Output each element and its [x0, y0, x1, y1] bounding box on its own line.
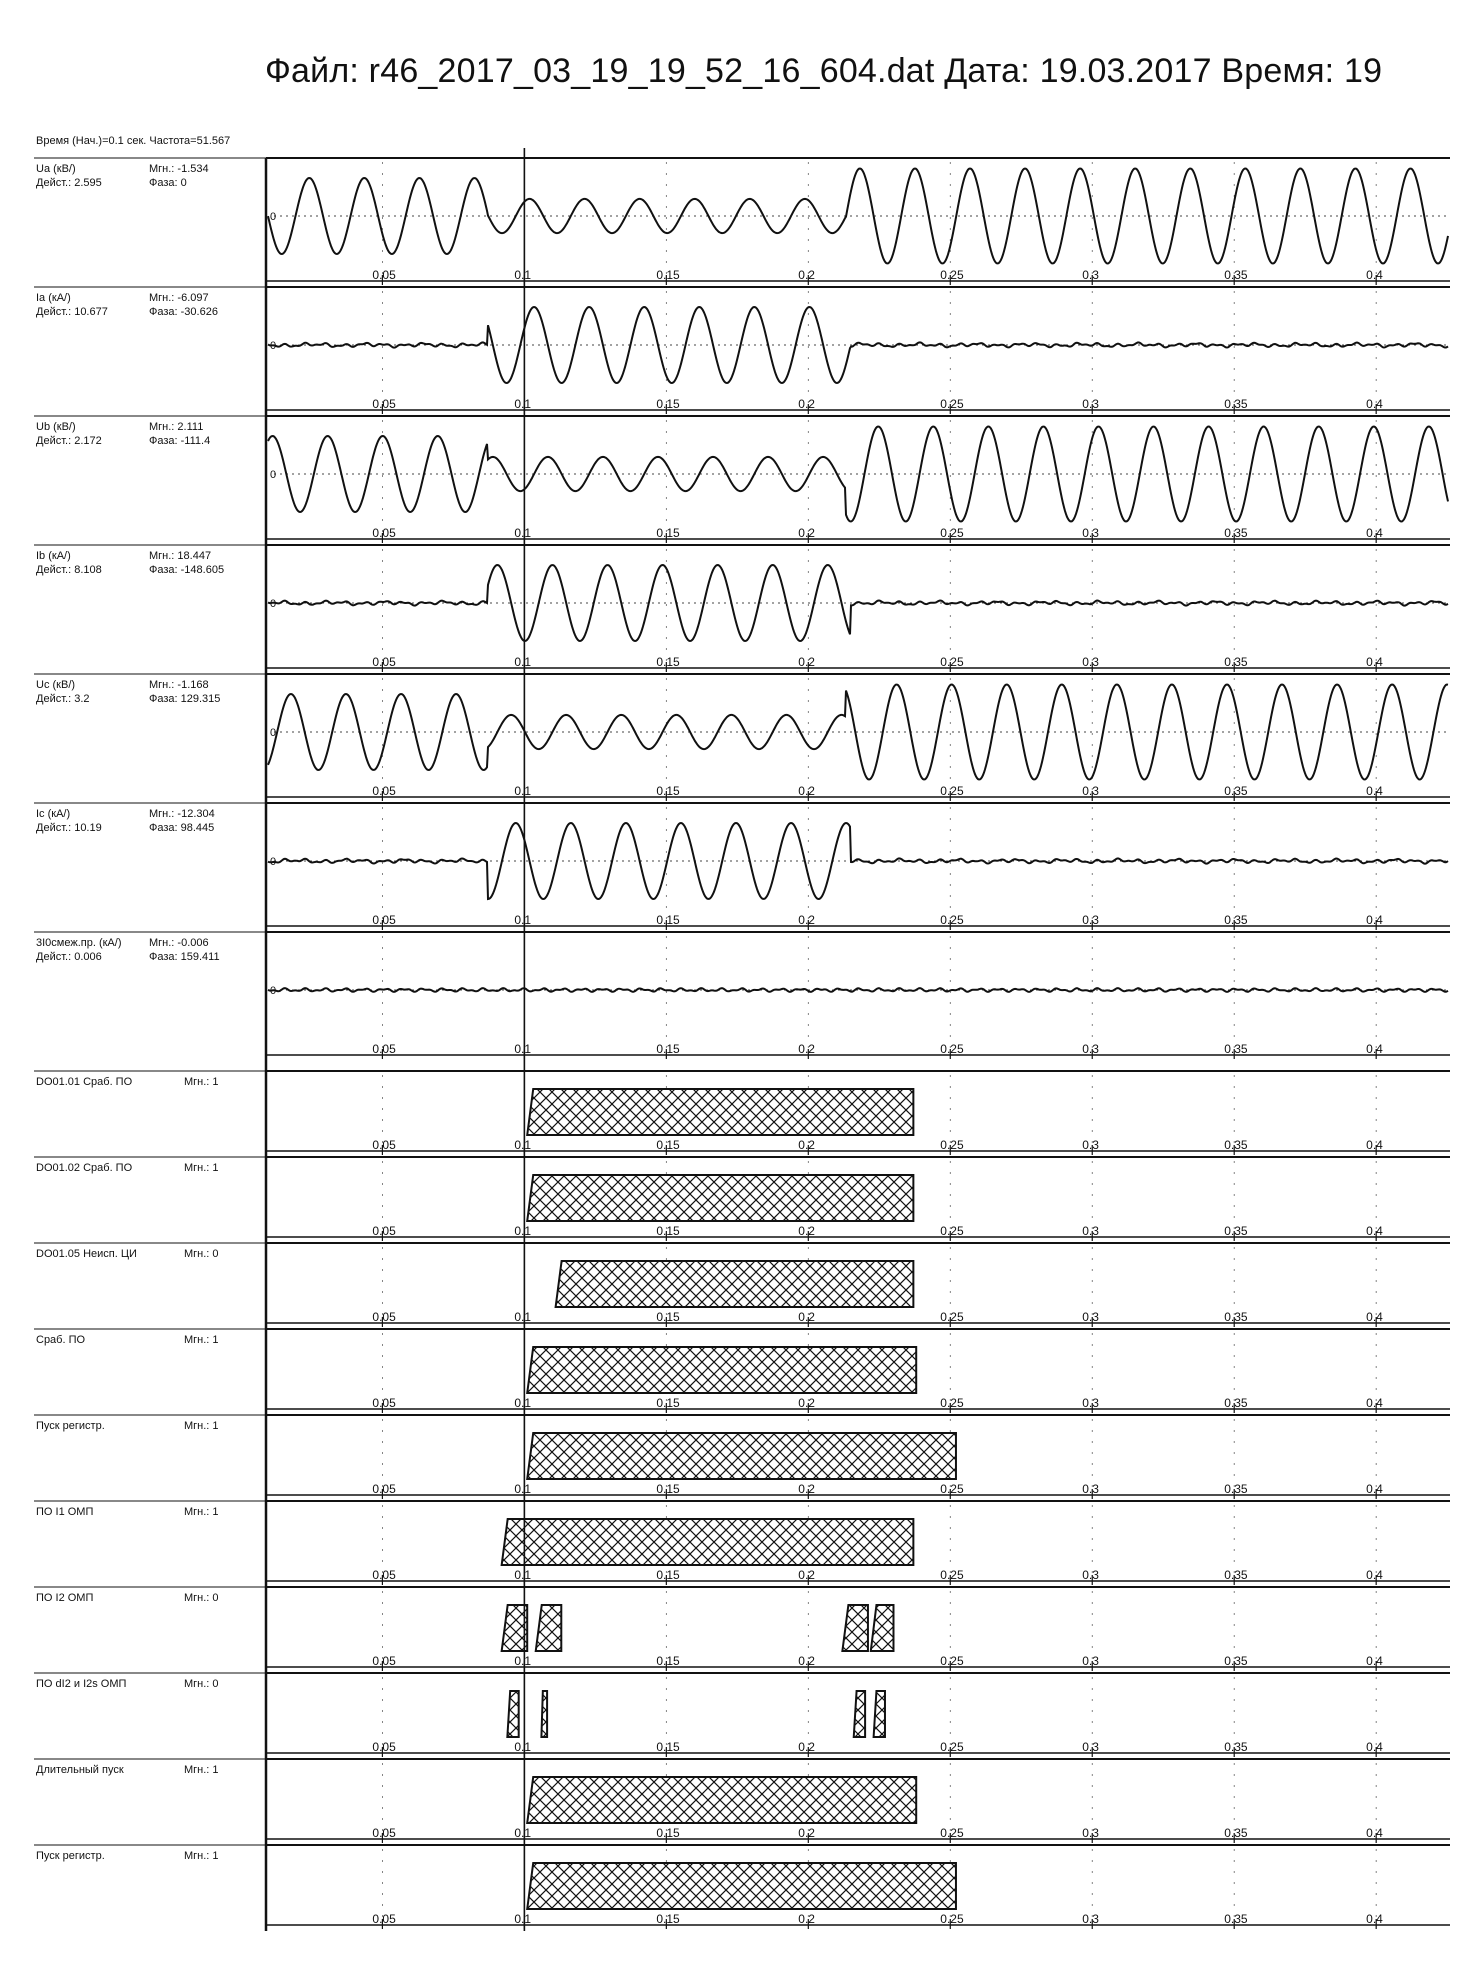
tick-label: 0.4 [1366, 397, 1383, 411]
tick-label: 0.1 [514, 1482, 532, 1496]
signal-active-bar [536, 1605, 562, 1651]
channel-instant: Мгн.: -1.534 [149, 163, 209, 175]
tick-label: 0.2 [798, 1912, 815, 1926]
tick-label: 0.25 [940, 1042, 964, 1056]
tick-label: 0.3 [1082, 1042, 1099, 1056]
tick-label: 0.3 [1082, 784, 1099, 798]
tick-label: 0.25 [940, 784, 964, 798]
tick-label: 0.1 [514, 1912, 532, 1926]
tick-label: 0.2 [798, 655, 815, 669]
tick-label: 0.05 [372, 1740, 396, 1754]
tick-label: 0.1 [514, 526, 532, 540]
tick-label: 0.05 [372, 1912, 396, 1926]
channel-name: Ib (кА/) [36, 550, 71, 562]
tick-label: 0.35 [1224, 913, 1248, 927]
channel-panel [34, 1759, 1450, 1843]
tick-label: 0.05 [372, 1568, 396, 1582]
channel-phase: Фаза: 129.315 [149, 693, 221, 705]
tick-label: 0.35 [1224, 526, 1248, 540]
tick-label: 0.15 [656, 1482, 680, 1496]
tick-label: 0.1 [514, 268, 532, 282]
tick-label: 0.3 [1082, 1138, 1099, 1152]
channel-instant: Мгн.: 1 [184, 1506, 219, 1518]
tick-label: 0.25 [940, 1912, 964, 1926]
tick-label: 0.4 [1366, 1912, 1383, 1926]
tick-label: 0.3 [1082, 1224, 1099, 1238]
channel-panel [34, 1845, 1450, 1929]
channel-phase: Фаза: 159.411 [149, 951, 220, 963]
tick-label: 0.15 [656, 1224, 680, 1238]
channel-panel [34, 1673, 1450, 1757]
channel-phase: Фаза: 98.445 [149, 822, 215, 834]
channel-panel [34, 1243, 1450, 1327]
tick-label: 0.4 [1366, 1138, 1383, 1152]
channel-phase: Фаза: -111.4 [149, 435, 211, 447]
tick-label: 0.35 [1224, 1826, 1248, 1840]
channel-instant: Мгн.: 0 [184, 1248, 219, 1260]
zero-label: 0 [270, 985, 277, 997]
tick-label: 0.4 [1366, 268, 1383, 282]
channel-name: Uc (кВ/) [36, 679, 76, 691]
channel-instant: Мгн.: -6.097 [149, 292, 209, 304]
channel-name: DO01.01 Сраб. ПО [36, 1076, 133, 1088]
tick-label: 0.35 [1224, 1654, 1248, 1668]
tick-label: 0.4 [1366, 1654, 1383, 1668]
tick-label: 0.15 [656, 1654, 680, 1668]
signal-active-bar [842, 1605, 868, 1651]
channel-name: Пуск регистр. [36, 1850, 105, 1862]
channel-panel [34, 158, 1450, 285]
tick-label: 0.05 [372, 655, 396, 669]
signal-active-bar [527, 1347, 916, 1393]
tick-label: 0.15 [656, 1310, 680, 1324]
tick-label: 0.1 [514, 913, 532, 927]
channel-phase: Фаза: 0 [149, 177, 187, 189]
tick-label: 0.35 [1224, 1568, 1248, 1582]
tick-label: 0.15 [656, 1042, 680, 1056]
tick-label: 0.1 [514, 1396, 532, 1410]
channel-panel [34, 545, 1450, 672]
channel-name: ПО I1 ОМП [36, 1506, 94, 1518]
tick-label: 0.1 [514, 1310, 532, 1324]
tick-label: 0.3 [1082, 1654, 1099, 1668]
channel-instant: Мгн.: 1 [184, 1850, 219, 1862]
tick-label: 0.25 [940, 268, 964, 282]
tick-label: 0.25 [940, 1826, 964, 1840]
tick-label: 0.25 [940, 526, 964, 540]
tick-label: 0.05 [372, 913, 396, 927]
tick-label: 0.2 [798, 526, 815, 540]
channel-instant: Мгн.: 18.447 [149, 550, 212, 562]
channel-instant: Мгн.: 1 [184, 1162, 219, 1174]
tick-label: 0.25 [940, 1224, 964, 1238]
tick-label: 0.05 [372, 1654, 396, 1668]
tick-label: 0.3 [1082, 1740, 1099, 1754]
channel-panel [34, 803, 1450, 930]
channel-name: Длительный пуск [36, 1764, 124, 1776]
tick-label: 0.2 [798, 268, 815, 282]
channel-instant: Мгн.: -1.168 [149, 679, 209, 691]
tick-label: 0.35 [1224, 1740, 1248, 1754]
zero-label: 0 [270, 469, 277, 481]
channel-instant: Мгн.: 1 [184, 1420, 219, 1432]
signal-active-bar [527, 1777, 916, 1823]
tick-label: 0.2 [798, 784, 815, 798]
tick-label: 0.3 [1082, 268, 1099, 282]
tick-label: 0.25 [940, 1396, 964, 1410]
tick-label: 0.4 [1366, 526, 1383, 540]
channel-rms: Дейст.: 2.595 [36, 177, 102, 189]
channel-panel [34, 1157, 1450, 1241]
tick-label: 0.2 [798, 1654, 815, 1668]
channel-instant: Мгн.: 0 [184, 1678, 219, 1690]
tick-label: 0.1 [514, 1138, 532, 1152]
tick-label: 0.35 [1224, 1310, 1248, 1324]
tick-label: 0.1 [514, 397, 532, 411]
channel-name: ПО I2 ОМП [36, 1592, 94, 1604]
channel-rms: Дейст.: 2.172 [36, 435, 102, 447]
tick-label: 0.1 [514, 1654, 532, 1668]
channel-phase: Фаза: -148.605 [149, 564, 225, 576]
tick-label: 0.4 [1366, 655, 1383, 669]
zero-label: 0 [270, 727, 277, 739]
tick-label: 0.35 [1224, 1482, 1248, 1496]
tick-label: 0.2 [798, 1826, 815, 1840]
tick-label: 0.2 [798, 913, 815, 927]
signal-active-bar [541, 1691, 547, 1737]
channel-name: DO01.05 Неисп. ЦИ [36, 1248, 137, 1260]
tick-label: 0.4 [1366, 913, 1383, 927]
tick-label: 0.1 [514, 784, 532, 798]
tick-label: 0.25 [940, 1654, 964, 1668]
tick-label: 0.2 [798, 1740, 815, 1754]
tick-label: 0.05 [372, 1138, 396, 1152]
tick-label: 0.25 [940, 1482, 964, 1496]
tick-label: 0.25 [940, 1138, 964, 1152]
tick-label: 0.2 [798, 1482, 815, 1496]
tick-label: 0.15 [656, 268, 680, 282]
tick-label: 0.35 [1224, 1042, 1248, 1056]
tick-label: 0.1 [514, 1568, 532, 1582]
tick-label: 0.35 [1224, 655, 1248, 669]
tick-label: 0.2 [798, 1310, 815, 1324]
tick-label: 0.35 [1224, 1396, 1248, 1410]
tick-label: 0.35 [1224, 1912, 1248, 1926]
channel-panel [34, 1501, 1450, 1585]
tick-label: 0.1 [514, 1740, 532, 1754]
tick-label: 0.15 [656, 913, 680, 927]
channel-panel [34, 416, 1450, 543]
tick-label: 0.25 [940, 655, 964, 669]
tick-label: 0.3 [1082, 913, 1099, 927]
tick-label: 0.4 [1366, 1826, 1383, 1840]
waveform-line [268, 565, 1448, 641]
channel-name: Ia (кА/) [36, 292, 71, 304]
tick-label: 0.35 [1224, 1224, 1248, 1238]
tick-label: 0.05 [372, 1482, 396, 1496]
channel-instant: Мгн.: 1 [184, 1076, 219, 1088]
tick-label: 0.05 [372, 1224, 396, 1238]
tick-label: 0.05 [372, 1826, 396, 1840]
tick-label: 0.35 [1224, 1138, 1248, 1152]
tick-label: 0.35 [1224, 268, 1248, 282]
signal-active-bar [556, 1261, 914, 1307]
tick-label: 0.1 [514, 1826, 532, 1840]
channel-instant: Мгн.: 1 [184, 1334, 219, 1346]
tick-label: 0.4 [1366, 1482, 1383, 1496]
signal-active-bar [527, 1863, 956, 1909]
tick-label: 0.4 [1366, 784, 1383, 798]
zero-label: 0 [270, 598, 277, 610]
tick-label: 0.15 [656, 1912, 680, 1926]
tick-label: 0.15 [656, 526, 680, 540]
zero-label: 0 [270, 340, 277, 352]
tick-label: 0.4 [1366, 1042, 1383, 1056]
tick-label: 0.15 [656, 784, 680, 798]
tick-label: 0.15 [656, 397, 680, 411]
channel-rms: Дейст.: 8.108 [36, 564, 102, 576]
signal-active-bar [871, 1605, 894, 1651]
tick-label: 0.15 [656, 1396, 680, 1410]
tick-label: 0.05 [372, 397, 396, 411]
channel-rms: Дейст.: 3.2 [36, 693, 90, 705]
zero-label: 0 [270, 211, 277, 223]
channel-panel [34, 287, 1450, 414]
tick-label: 0.3 [1082, 397, 1099, 411]
channel-panel [34, 932, 1450, 1059]
channel-phase: Фаза: -30.626 [149, 306, 218, 318]
tick-label: 0.3 [1082, 1310, 1099, 1324]
tick-label: 0.1 [514, 1224, 532, 1238]
signal-active-bar [507, 1691, 518, 1737]
tick-label: 0.15 [656, 1568, 680, 1582]
channel-rms: Дейст.: 10.677 [36, 306, 108, 318]
tick-label: 0.35 [1224, 784, 1248, 798]
channel-rms: Дейст.: 0.006 [36, 951, 102, 963]
tick-label: 0.25 [940, 1740, 964, 1754]
channel-name: Сраб. ПО [36, 1334, 86, 1346]
channel-panel [34, 1415, 1450, 1499]
signal-active-bar [502, 1605, 528, 1651]
tick-label: 0.1 [514, 655, 532, 669]
tick-label: 0.2 [798, 1568, 815, 1582]
tick-label: 0.4 [1366, 1396, 1383, 1410]
signal-active-bar [854, 1691, 865, 1737]
tick-label: 0.05 [372, 784, 396, 798]
tick-label: 0.15 [656, 655, 680, 669]
channel-instant: Мгн.: -12.304 [149, 808, 215, 820]
channel-instant: Мгн.: 0 [184, 1592, 219, 1604]
channel-rms: Дейст.: 10.19 [36, 822, 102, 834]
channel-instant: Мгн.: 1 [184, 1764, 219, 1776]
tick-label: 0.2 [798, 1138, 815, 1152]
tick-label: 0.2 [798, 1224, 815, 1238]
channel-name: ПО dI2 и I2s ОМП [36, 1678, 127, 1690]
tick-label: 0.05 [372, 1396, 396, 1410]
tick-label: 0.25 [940, 913, 964, 927]
channel-instant: Мгн.: -0.006 [149, 937, 209, 949]
channel-name: Пуск регистр. [36, 1420, 105, 1432]
channel-instant: Мгн.: 2.111 [149, 421, 204, 433]
tick-label: 0.3 [1082, 1396, 1099, 1410]
signal-active-bar [527, 1433, 956, 1479]
tick-label: 0.25 [940, 1310, 964, 1324]
channel-name: 3I0смеж.пр. (кА/) [36, 937, 122, 949]
channel-panel [34, 1587, 1450, 1671]
tick-label: 0.3 [1082, 1826, 1099, 1840]
tick-label: 0.4 [1366, 1310, 1383, 1324]
tick-label: 0.4 [1366, 1568, 1383, 1582]
tick-label: 0.25 [940, 397, 964, 411]
tick-label: 0.2 [798, 1042, 815, 1056]
channel-panel [34, 1329, 1450, 1413]
channel-name: Ua (кВ/) [36, 163, 76, 175]
tick-label: 0.4 [1366, 1224, 1383, 1238]
tick-label: 0.2 [798, 1396, 815, 1410]
page-title: Файл: r46_2017_03_19_19_52_16_604.dat Дата: 19.03.2017 Время: 19 [265, 52, 1383, 90]
tick-label: 0.3 [1082, 1482, 1099, 1496]
tick-label: 0.3 [1082, 1912, 1099, 1926]
tick-label: 0.05 [372, 1310, 396, 1324]
channel-panel [34, 674, 1450, 801]
signal-active-bar [502, 1519, 914, 1565]
signal-active-bar [874, 1691, 885, 1737]
tick-label: 0.3 [1082, 1568, 1099, 1582]
channel-name: Ic (кА/) [36, 808, 71, 820]
tick-label: 0.3 [1082, 526, 1099, 540]
tick-label: 0.4 [1366, 1740, 1383, 1754]
tick-label: 0.3 [1082, 655, 1099, 669]
tick-label: 0.2 [798, 397, 815, 411]
tick-label: 0.15 [656, 1826, 680, 1840]
tick-label: 0.25 [940, 1568, 964, 1582]
zero-label: 0 [270, 856, 277, 868]
signal-active-bar [527, 1089, 913, 1135]
channel-panel [34, 1071, 1450, 1155]
tick-label: 0.15 [656, 1138, 680, 1152]
tick-label: 0.35 [1224, 397, 1248, 411]
tick-label: 0.05 [372, 1042, 396, 1056]
tick-label: 0.05 [372, 268, 396, 282]
channel-name: DO01.02 Сраб. ПО [36, 1162, 133, 1174]
tick-label: 0.1 [514, 1042, 532, 1056]
header-info: Время (Нач.)=0.1 сек. Частота=51.567 [36, 135, 231, 147]
signal-active-bar [527, 1175, 913, 1221]
channel-name: Ub (кВ/) [36, 421, 76, 433]
tick-label: 0.15 [656, 1740, 680, 1754]
tick-label: 0.05 [372, 526, 396, 540]
